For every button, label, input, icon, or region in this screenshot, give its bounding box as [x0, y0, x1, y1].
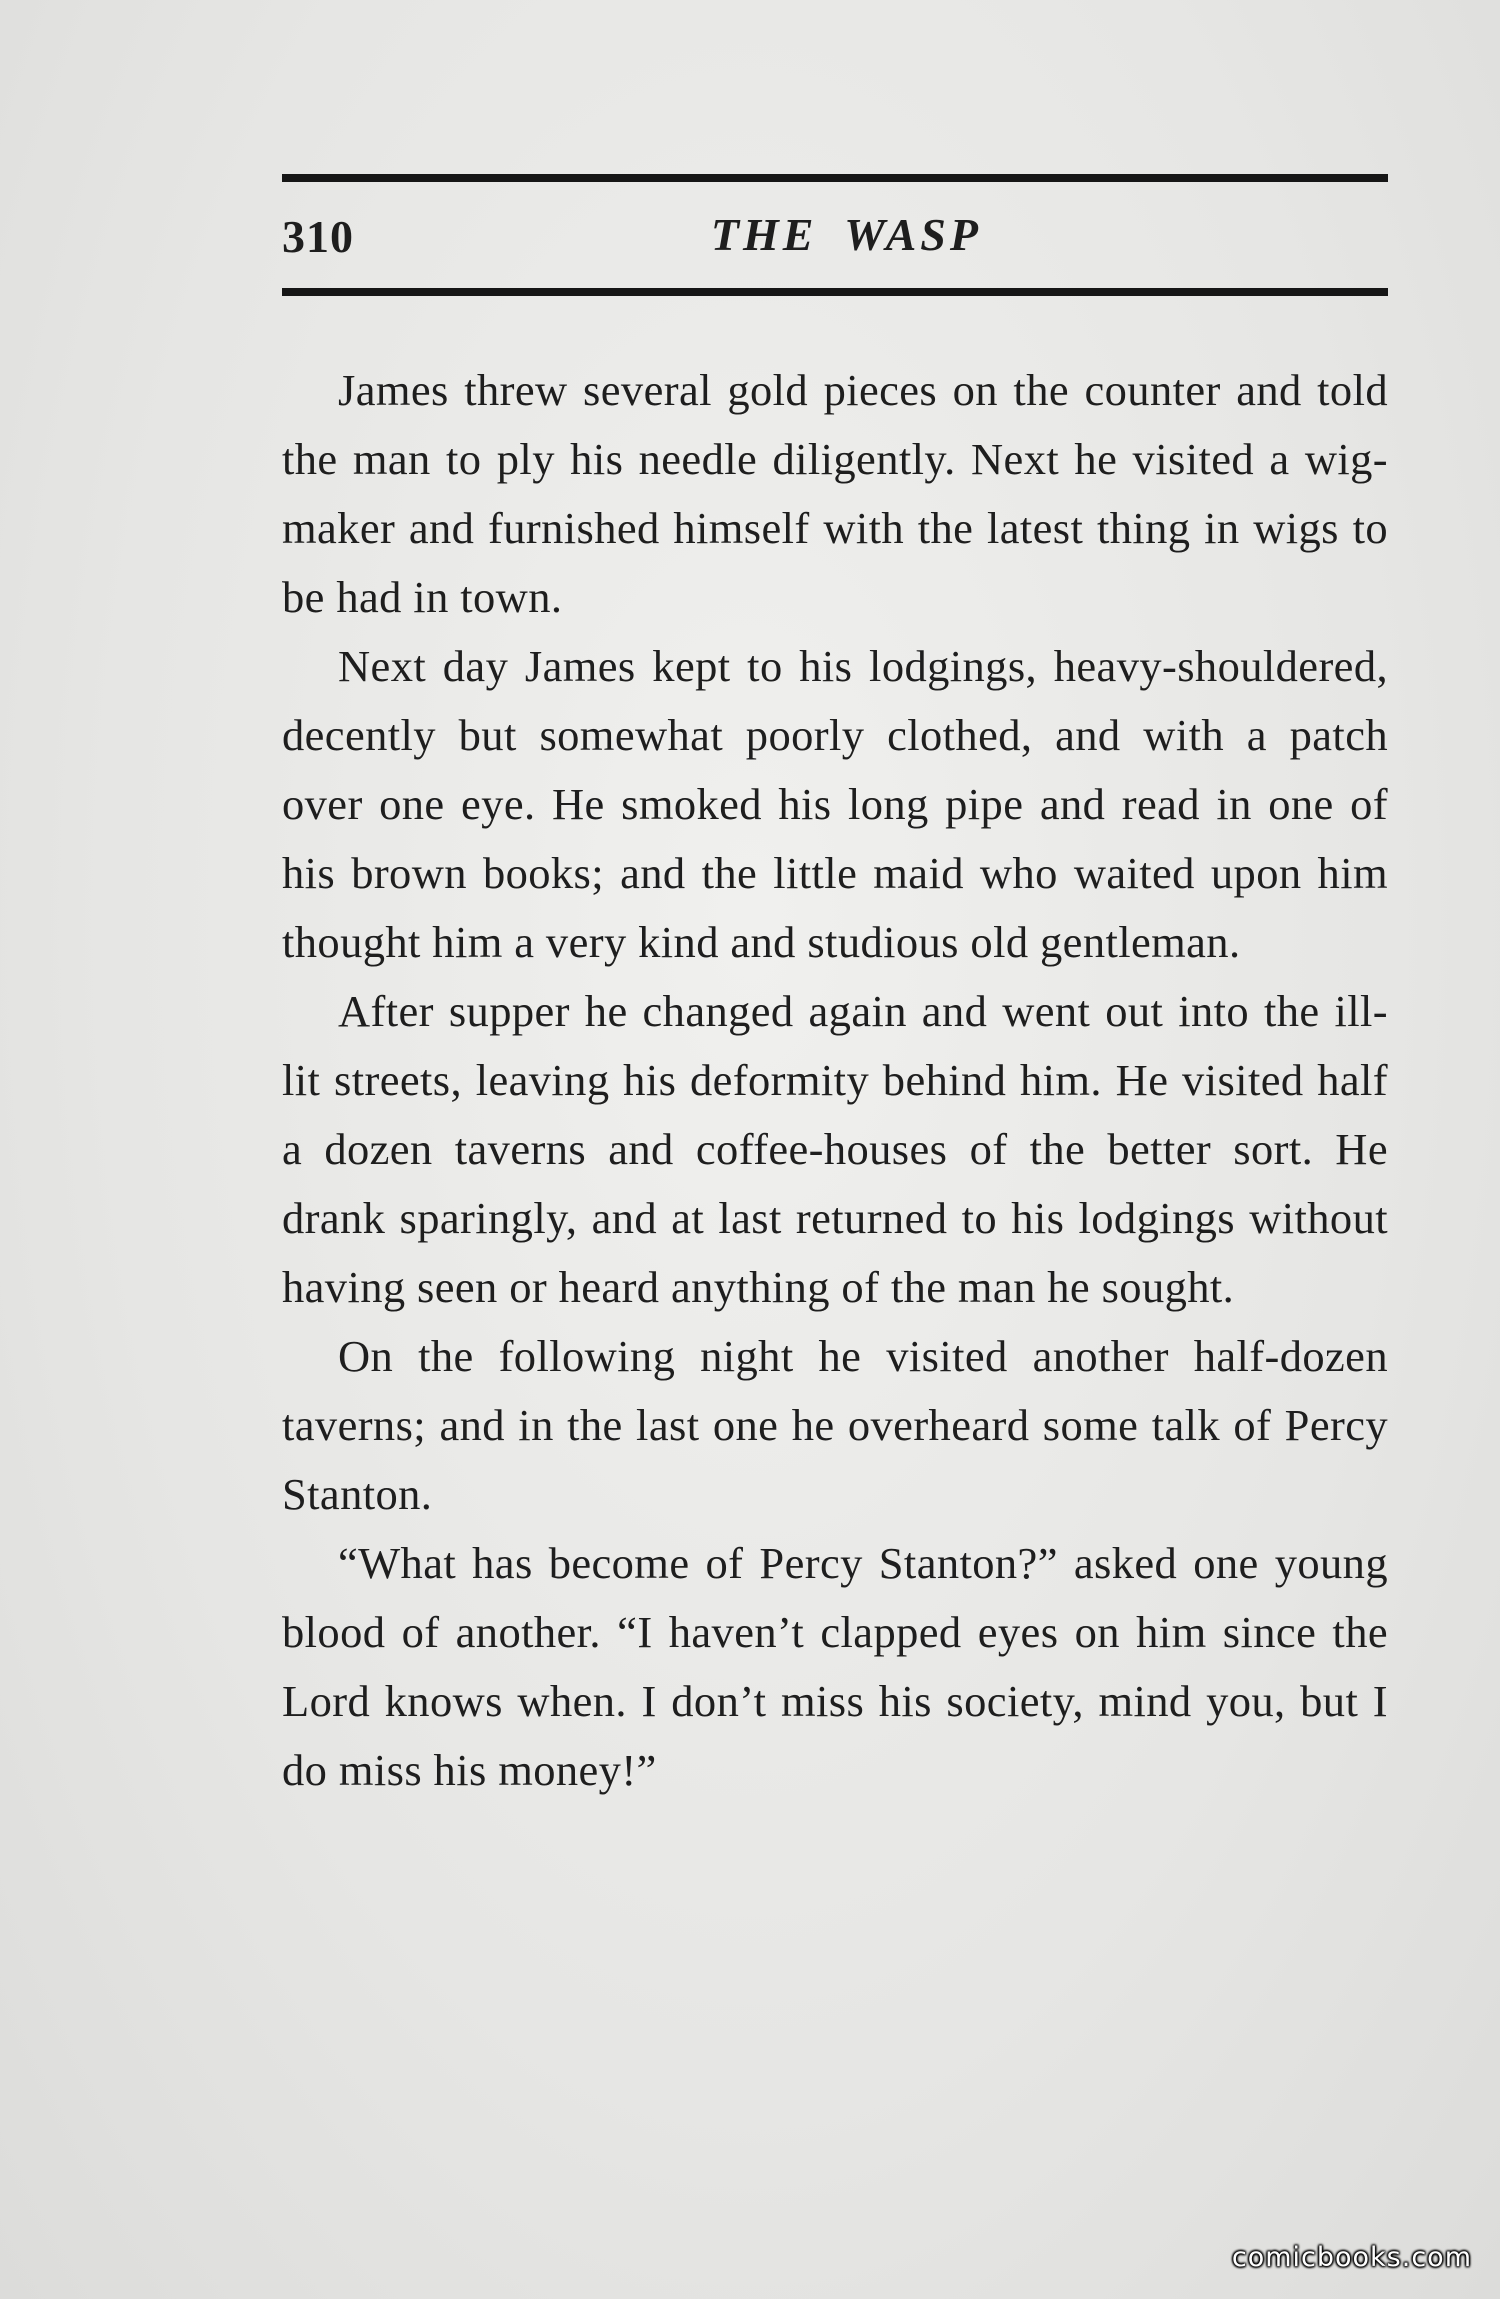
paragraph: On the following night he visited another half-dozen taverns; and in the last one he overheard some talk of Percy Stanton.: [282, 1331, 1388, 1519]
watermark-text: comicbooks.com: [1231, 2242, 1472, 2273]
body-text: [282, 356, 1388, 1805]
paragraph: Next day James kept to his lodgings, heavy-shouldered, decently but somewhat poorly clothed, and with a patch over one eye. He smoked his long pipe and read in one of his brown books; and the little maid who waited upon him thought him a very kind and studious old gentleman.: [282, 641, 1388, 967]
header-rule-bottom: [282, 288, 1388, 296]
book-title: THE WASP: [710, 209, 982, 260]
paragraph: “What has become of Percy Stanton?” asked one young blood of another. “I haven’t clapped eyes on him since the Lord knows when. I don’t miss his society, mind you, but I do miss his money!”: [282, 1538, 1388, 1795]
page-number: 310: [282, 211, 354, 262]
header-rule-top: [282, 174, 1388, 182]
running-head: [282, 198, 1388, 278]
paragraph: James threw several gold pieces on the counter and told the man to ply his needle diligently. Next he visited a wig-maker and furnished himself with the latest thing in wigs to be had in town.: [282, 365, 1388, 622]
paragraph: After supper he changed again and went out into the ill-lit streets, leaving his deformity behind him. He visited half a dozen taverns and coffee-houses of the better sort. He drank sparingly, and at last returned to his lodgings without having seen or heard anything of the man he sought.: [282, 986, 1388, 1312]
